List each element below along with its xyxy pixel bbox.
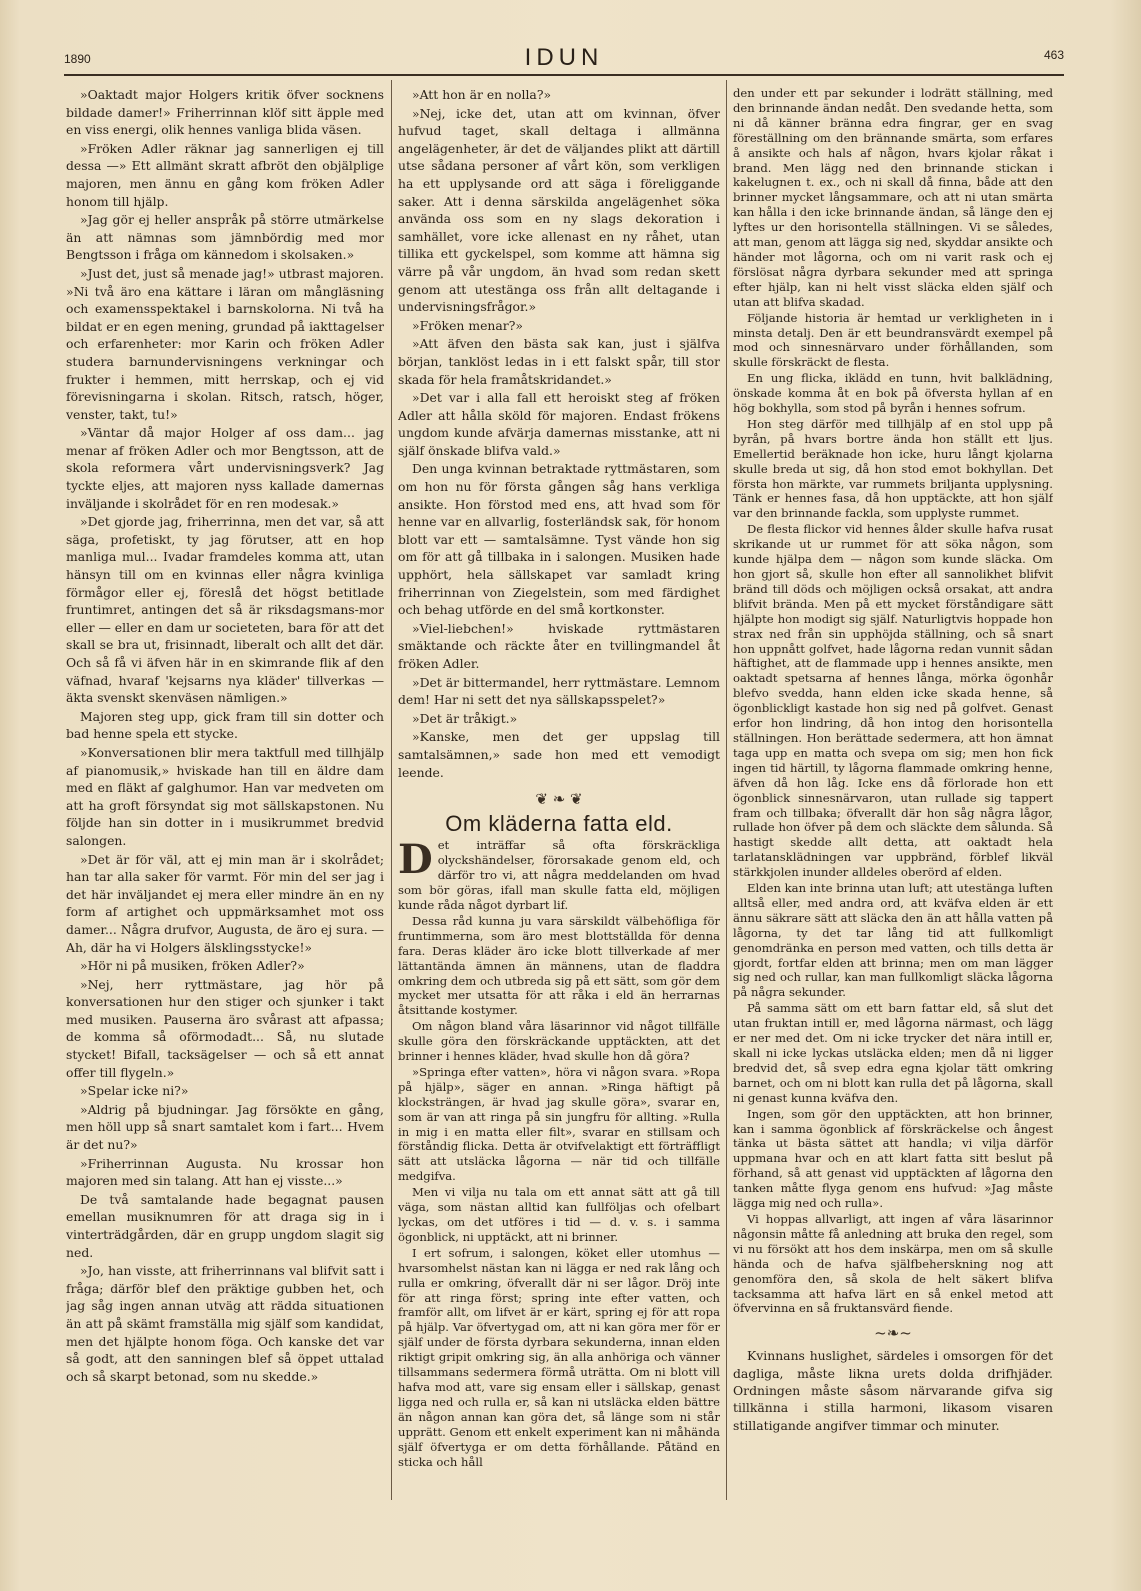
paragraph: »Viel-liebchen!» hviskade ryttmästaren smäktande och räckte åter en tvillingmandel åt fröken Adler. (398, 620, 720, 671)
paragraph: »Friherrinnan Augusta. Nu krossar hon majoren med sin talang. Att han ej visste...» (66, 1155, 384, 1189)
column-divider (726, 80, 727, 1500)
article-title: Om kläderna fatta eld. (445, 810, 673, 836)
masthead-title: IDUN (524, 44, 604, 71)
paragraph: »Nej, icke det, utan att om kvinnan, öfver hufvud taget, skall deltaga i allmänna angelägenheter, är det de väljandes plikt att därtill utse sådana personer af vårt kön, som verkligen ha ett upplysande ord att säga i föreliggande saker. Att i denna särskilda angelägenhet söka använda oss som en ny slags dekoration i samhället, vore icke allenast en ny råhet, utan tillika ett gyckelspel, som komme att hämna sig värre på vår ungdom, än hvad som redan skett genom att utestänga oss från allt deltagande i undervisningsfrågor.» (398, 105, 720, 315)
paragraph: Den unga kvinnan betraktade ryttmästaren, som om hon nu för första gången såg hans verkliga ansikte. Hon förstod med ens, att hvad som för henne var en allvarlig, fosterländsk sak, för honom blott var ett — samtalsämne. Tyst vände hon sig om för att gå tillbaka in i salongen. Musiken hade upphört, hela sällskapet var samladt kring friherrinnan von Ziegelstein, som med färdighet och behag utförde en del små kortkonster. (398, 461, 720, 618)
paragraph: »Hör ni på musiken, fröken Adler?» (80, 958, 305, 974)
column-divider (391, 80, 392, 1500)
paragraph: Följande historia är hemtad ur verkligheten in i minsta detalj. Den är ett beundransvärdt exempel på mod och sinnesnärvaro under förhållanden, som skulle förskräckt de flesta. (733, 310, 1053, 370)
paragraph: »Nej, herr ryttmästare, jag hör på konversationen hur den stiger och sjunker i takt med musiken. Pauserna äro svårast att afpassa; de komma så oförmodadt... Så, nu slutade stycket! Bifall, tacksägelser — och så ett annat offer till flygeln.» (66, 976, 384, 1080)
paragraph: »Det är för väl, att ej min man är i skolrådet; han tar alla saker för varmt. För min del ser jag i det här inväljandet ej mera eller mindre än en ny form af artighet och uppmärksamhet mot oss damer... Några drufvor, Augusta, de äro ej sura. — Ah, där ha vi Holgers älsklingsstycke!» (66, 851, 384, 955)
paragraph: »Springa efter vatten», höra vi någon svara. »Ropa på hjälp», säger en annan. »Ringa häftigt på klocksträngen, är hvad jag skulle göra», svarar en, som är van att ringa på sin jungfru för allting. »Rulla in mig i en matta eller filt», svarar en stillsam och förståndig flicka. Detta är otvifvelaktigt ett förträffligt sätt att utsläcka lågorna — när tid och tillfälle medgifva. (398, 1064, 720, 1184)
paragraph: »Fröken menar?» (412, 317, 523, 333)
paragraph: »Det är tråkigt.» (412, 710, 518, 726)
paragraph: »Det gjorde jag, friherrinna, men det var, så att säga, profetiskt, ty jag förutser, att en hop manliga mul... Ivadar framdeles komma att, utan hänsyn till om en kvinnas eller några kvinliga förmågor eller ej, föreslå det högst betitlade fruntimret, antingen det så är riksdagsmans-mor eller — eller en dam ur societeten, bara för att det skall se bra ut, frisinnadt, liberalt och allt det där. Och så få vi äfven här in en skimrande flik af den väfnad, hvaraf 'kejsarns nya kläder' tillverkas — äkta svenskt skenväsen nämligen.» (66, 514, 384, 706)
paragraph: »Det var i alla fall ett heroiskt steg af fröken Adler att hålla sköld för majoren. Endast frökens ungdom kunde afvärja damernas misstanke, att ni själf önskade blifva vald.» (398, 390, 720, 458)
paragraph: På samma sätt om ett barn fattar eld, så slut det utan fruktan intill er, med lågorna närmast, och lägg er ner med det. Om ni icke trycker det nära intill er, skall ni icke lyckas utsläcka elden; men då ni ligger bredvid det, så svep edra egna kjolar tätt omkring barnet, och om ni blott kan rulla det på lågorna, skall ni genast kunna kväfva den. (733, 1001, 1053, 1105)
column-middle (398, 86, 720, 1506)
paragraph: Hon steg därför med tillhjälp af en stol upp på byrån, på hvars bortre ända hon ställt ett ljus. Emellertid beräknade hon icke, huru långt kjolarna skulle breda ut sig, då hon stod emot bokhyllan. Det första hon märkte, var rummets briljanta upplysning. Tänk er hennes fasa, då hon upptäckte, att hon själf var den brinnande fackla, som upplyste rummet. (733, 416, 1053, 521)
drop-cap: D (398, 836, 433, 884)
paragraph: »Konversationen blir mera taktfull med tillhjälp af pianomusik,» hviskade han till en äldre dam med en fläkt af galghumor. Han var medveten om att ha groft försyndat sig mot sällskapstonen. Nu följde han sin dotter in i musikrummet bredvid salongen. (66, 744, 384, 848)
column-right (733, 86, 1053, 1506)
paragraph: Vi hoppas allvarligt, att ingen af våra läsarinnor någonsin måtte få anledning att bruka den regel, som vi nu försökt att hos dem inskärpa, men om så skulle hända och de hafva själfbeherskning nog att genomföra den, så skola de helt säkert blifva tacksamma att hafva lärt en så enkel metod att öfvervinna en så fruktansvärd fiende. (733, 1211, 1053, 1316)
paragraph: den under ett par sekunder i lodrätt ställning, med den brinnande ändan nedåt. Den svedande hetta, som ni då känner bränna edra fingrar, ger en svag föreställning om den brännande smärta, som erfares å ansikte och hals af någon, hvars kjolar råkat i brand. Men lägg ned den brinnande stickan i kakelugnen t. ex., och ni skall då finna, både att den brinner mycket långsammare, och att ni utan smärta kan hålla i den icke brinnande ändan, så länge den ej lyftes ur den horisontella ställningen. Vi se således, att man, genom att lägga sig ned, skyddar ansikte och händer mot lågorna, och om ni varit rask och ej förslösat några dyrbara sekunder med att springa efter hjälp, kan ni helt visst släcka elden själf och utan att blifva skadad. (733, 86, 1053, 309)
paragraph: »Kanske, men det ger uppslag till samtalsämnen,» sade hon med ett vemodigt leende. (398, 729, 720, 780)
paragraph: »Oaktadt major Holgers kritik öfver socknens bildade damer!» Friherrinnan klöf sitt äpple med en viss energi, olik hennes vanliga blida väsen. (66, 87, 384, 138)
paragraph: De flesta flickor vid hennes ålder skulle hafva rusat skrikande ut ur rummet för att söka någon, som kunde hjälpa dem — någon som kunde släcka. Om hon gjort så, skulle hon efter all sannolikhet blifvit bränd till döds och möjligen också orsakat, att andra blifvit brända. Men på ett mycket förståndigare sätt hjälpte hon modigt sig själf. Naturligtvis hoppade hon strax ned från sin upphöjda ställning, och så snart hon uppnått golfvet, hade lågorna redan vunnit sådan häftighet, att de flammade upp i hennes ansikte, men oaktadt spetsarna af hennes långa, mörka ögonhår blefvo svedda, hann elden icke skada henne, så ögonblickligt kastade hon sig ned på golfvet. Genast erfor hon lindring, då hon intog den horisontella ställningen. Hon berättade sedermera, att hon ämnat taga upp en matta och svepa om sig; men hon fick ingen tid härtill, ty lågorna flammade omkring henne, äfven då hon låg. Icke ens då förlorade hon ett ögonblick sinnesnärvaron, utan rullade sig tappert fram och tillbaka; öfverallt där hon såg några lågor, rullade hon öfver på dem och släckte dem sålunda. Så hastigt skedde allt detta, att oaktadt hela tarlatansklädningen var uppbränd, förblef likväl stärkkjolen inunder alldeles oberörd af elden. (733, 522, 1053, 880)
header-year: 1890 (64, 52, 91, 66)
paragraph-text: et inträffar så ofta förskräckliga olyckshändelser, förorsakade genom eld, och därför tro vi, att några meddelanden om hvad som bör göras, ifall man skulle fatta eld, möjligen kunde råda något dyrbart lif. (398, 838, 720, 912)
paragraph: Men vi vilja nu tala om ett annat sätt att gå till väga, som nästan alltid kan fullföljas och ofelbart lyckas, om det utföres i tid — d. v. s. i samma ögonblick, ni upptäckt, att ni brinner. (398, 1185, 720, 1244)
paragraph: »Jag gör ej heller anspråk på större utmärkelse än att nämnas som jämnbördig med mor Bengtsson i fråga om kännedom i skolsaken.» (66, 212, 384, 263)
paragraph: »Jo, han visste, att friherrinnans val blifvit satt i fråga; därför blef den präktige gubben het, och jag såg ingen annan utväg att rädda situationen än att på skämt framställa mig själf som kandidat, men det hjälpte honom föga. Och kanske det var så godt, att den sanningen blef så öppet uttalad och så skarpt betonad, som nu skedde.» (66, 1263, 384, 1384)
paragraph: »Det är bittermandel, herr ryttmästare. Lemnom dem! Har ni sett det nya sällskapsspelet?» (398, 674, 720, 708)
paragraph: »Att äfven den bästa sak kan, just i själfva början, tanklöst ledas in i ett falskt spår, till stor skada för hela framåtskridandet.» (398, 336, 720, 387)
paragraph: En ung flicka, iklädd en tunn, hvit balklädning, önskade komma åt en bok på öfversta hyllan af en hög bokhylla, som stod på byrån i hennes sofrum. (733, 371, 1053, 416)
paragraph: I ert sofrum, i salongen, köket eller utomhus — hvarsomhelst nästan kan ni lägga er ned rak lång och rulla er omkring, öfverallt där ni ser lågor. Dröj inte för att ringa först; spring inte efter vatten, och framför allt, om lifvet är er kärt, spring ej för att ropa på hjälp. Var öfvertygad om, att ni kan göra mer för er själf under de första dyrbara sekunderna, innan elden riktigt gripit omkring sig, än alla anhöriga och vänner tillsammans sedermera förmå uträtta. Om ni blott vill hafva mod att, vare sig ensam eller i sällskap, genast ligga ned och rulla er, så kan ni utsläcka elden bättre än någon annan kan göra det, så länge som ni står upprätt. Genom ett enkelt experiment kan ni måhända själf öfvertyga er om detta förhållande. Påtänd en sticka och håll (398, 1245, 720, 1469)
paragraph: Ingen, som gör den upptäckten, att hon brinner, kan i samma ögonblick af förskräckelse och ångest tänka ut bästa sättet att handla; vi vilja därför uppmana hvar och en att klart fatta sitt beslut på förhand, så att genast vid upptäckten af lågorna den tanken måtte flyga genom ens hufvud: »Jag måste lägga mig ned och rulla». (733, 1106, 1053, 1211)
page-header (64, 44, 1064, 76)
paragraph: »Aldrig på bjudningar. Jag försökte en gång, men höll upp så snart samtalet kom i fart... Hvem är det nu?» (66, 1101, 384, 1153)
paragraph: »Att hon är en nolla?» (412, 87, 552, 102)
ornament-divider: ❦ ❧ ❦ (535, 790, 583, 809)
paragraph: »Fröken Adler räknar jag sannerligen ej till dessa —» Ett allmänt skratt afbröt den objälplige majoren, men ännu en gång kom fröken Adler honom till hjälp. (66, 140, 384, 209)
closing-paragraph: Kvinnans huslighet, särdeles i omsorgen för det dagliga, måste likna urets dolda drifhjäder. Ordningen måste såsom närvarande gifva sig tillkänna i stilla harmoni, likasom visaren stillatigande angifver timmar och minuter. (733, 1348, 1053, 1433)
ornament-divider: ~❧~ (874, 1324, 912, 1343)
page-number: 463 (1043, 48, 1064, 62)
paragraph: De två samtalande hade begagnat pausen emellan musiknumren för att draga sig in i vinterträdgården, där en grupp ungdom slagit sig ned. (66, 1191, 384, 1260)
paragraph: »Spelar icke ni?» (80, 1083, 189, 1099)
paragraph: Dessa råd kunna ju vara särskildt välbehöfliga för fruntimmerna, som äro mest blottställda för denna fara. Deras kläder äro icke blott tillverkade af mer lättantända ämnen än männens, utan de fladdra omkring dem och utbreda sig på ett sätt, som gör dem mycket mer utsatta för att råka i eld än herrarnas åtsittande kostymer. (398, 913, 720, 1018)
paragraph: »Väntar då major Holger af oss dam... jag menar af fröken Adler och mor Bengtsson, att de skola reformera vårt undervisningsverk? Jag tyckte eljes, att majoren nyss kallade damernas inväljande i skolrådet för en ren modesak.» (66, 425, 384, 511)
column-left (66, 86, 384, 1506)
paragraph: Elden kan inte brinna utan luft; att utestänga luften alltså eller, med andra ord, att kväfva elden är ett ännu säkrare sätt att släcka den än att hålla vatten på lågorna, ty det tar lång tid att fullkomligt genomdränka en person med vatten, och tills detta är gjordt, fortfar elden att brinna; men om man lägger sig ned och rullar, kan man fullkomligt släcka lågorna på några sekunder. (733, 881, 1053, 1000)
article-first-paragraph (398, 838, 720, 913)
paragraph: Majoren steg upp, gick fram till sin dotter och bad henne spela ett stycke. (66, 708, 384, 742)
paragraph: Om någon bland våra läsarinnor vid något tillfälle skulle göra den förskräckande upptäckten, att det brinner i hennes kläder, hvad skulle hon då göra? (398, 1019, 720, 1064)
paragraph: »Just det, just så menade jag!» utbrast majoren. »Ni två äro ena kättare i läran om mångläsning och examensspektakel i barnskolorna. Ni två ha bildat er en egen mening, grundad på iakttagelser och erfarenheter: mor Karin och fröken Adler studera barnundervisningens verkningar och frukter i hemmen, mitt herrskap, och ej vid förevisningarna i skolan. Ritsch, ratsch, höger, venster, takt, tu!» (66, 265, 384, 422)
